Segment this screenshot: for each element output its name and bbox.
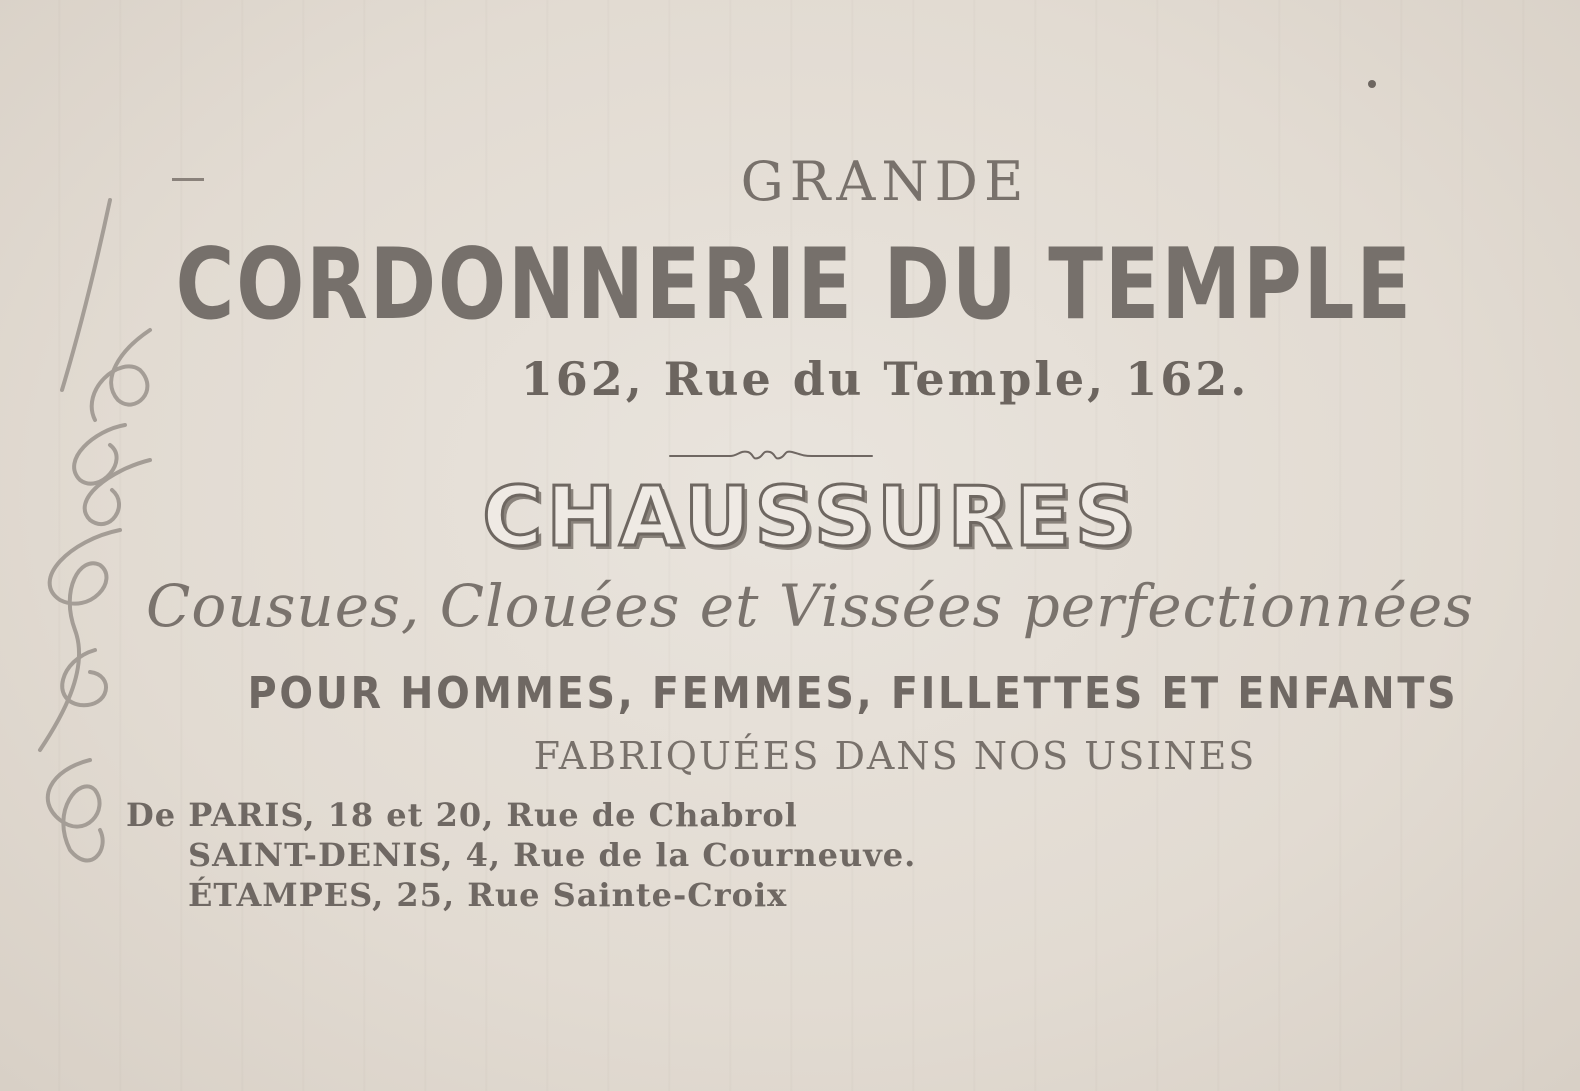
shop-address: 162, Rue du Temple, 162. (520, 352, 1250, 406)
factory-paris: De PARIS, 18 et 20, Rue de Chabrol (126, 796, 798, 834)
product-subtitle: Cousues, Clouées et Vissées perfectionnées (146, 572, 1474, 640)
decorative-rule-icon (668, 444, 874, 468)
factory-saint-denis: SAINT-DENIS, 4, Rue de la Courneuve. (188, 836, 917, 874)
product-heading: CHAUSSURES (482, 470, 1138, 565)
shop-name-title: CORDONNERIE DU TEMPLE (175, 228, 1413, 342)
made-in-line: FABRIQUÉES DANS NOS USINES (533, 734, 1257, 778)
ink-speck (1368, 80, 1376, 88)
audience-line: POUR HOMMES, FEMMES, FILLETTES ET ENFANTS (247, 668, 1459, 719)
factory-etampes: ÉTAMPES, 25, Rue Sainte-Croix (188, 876, 788, 914)
grande-heading: GRANDE (740, 150, 1030, 213)
